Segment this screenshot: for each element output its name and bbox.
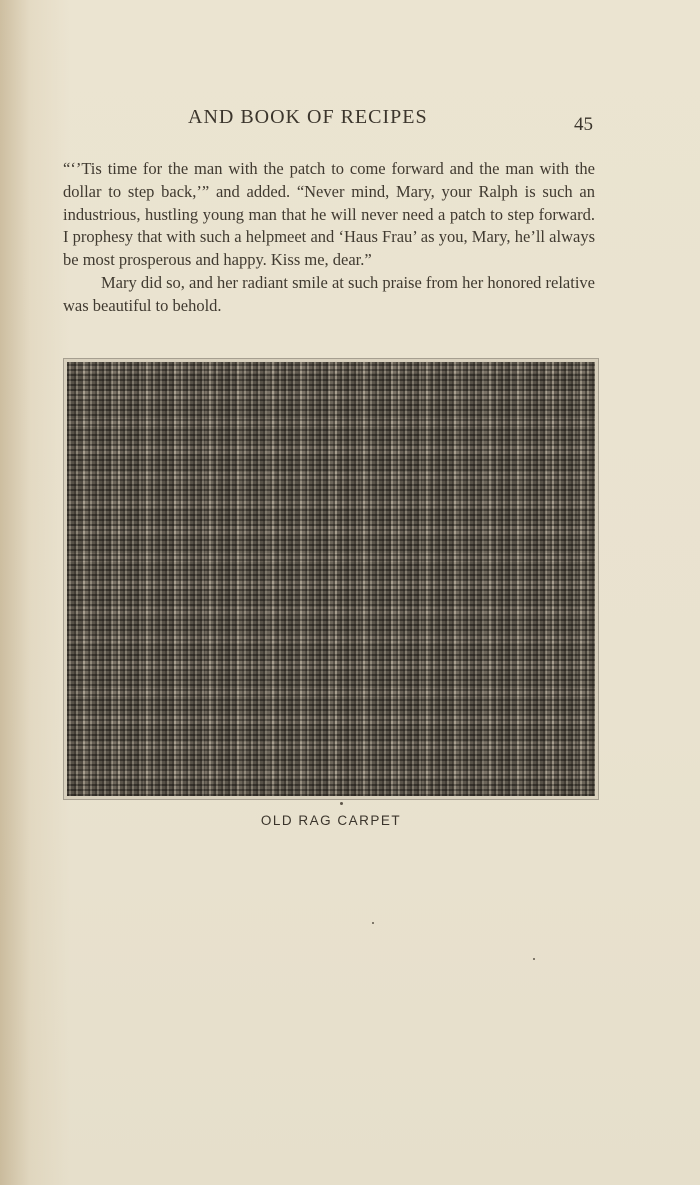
paragraph-1: “‘’Tis time for the man with the patch to come forward and the man with the dollar to step back,’” and added. “Never mind, Mary, your Ralph is such an industrious, hustling young man that he will never need a patch to step forward. I prophesy that with such a helpmeet and ‘Haus Frau’ as you, Mary, he’ll always be most prosperous and happy. Kiss me, dear.” (63, 159, 595, 270)
speck-mark (372, 922, 374, 924)
page-number: 45 (574, 114, 593, 135)
rag-carpet-photo (67, 362, 595, 796)
speck-mark (533, 958, 535, 960)
speck-mark (340, 802, 343, 805)
paragraph-2: Mary did so, and her radiant smile at such praise from her honored relative was beautiful to behold. (63, 272, 595, 315)
figure-caption: OLD RAG CARPET (260, 813, 402, 828)
figure-frame (63, 358, 599, 800)
running-title: AND BOOK OF RECIPES (188, 106, 428, 128)
body-text (63, 158, 595, 318)
